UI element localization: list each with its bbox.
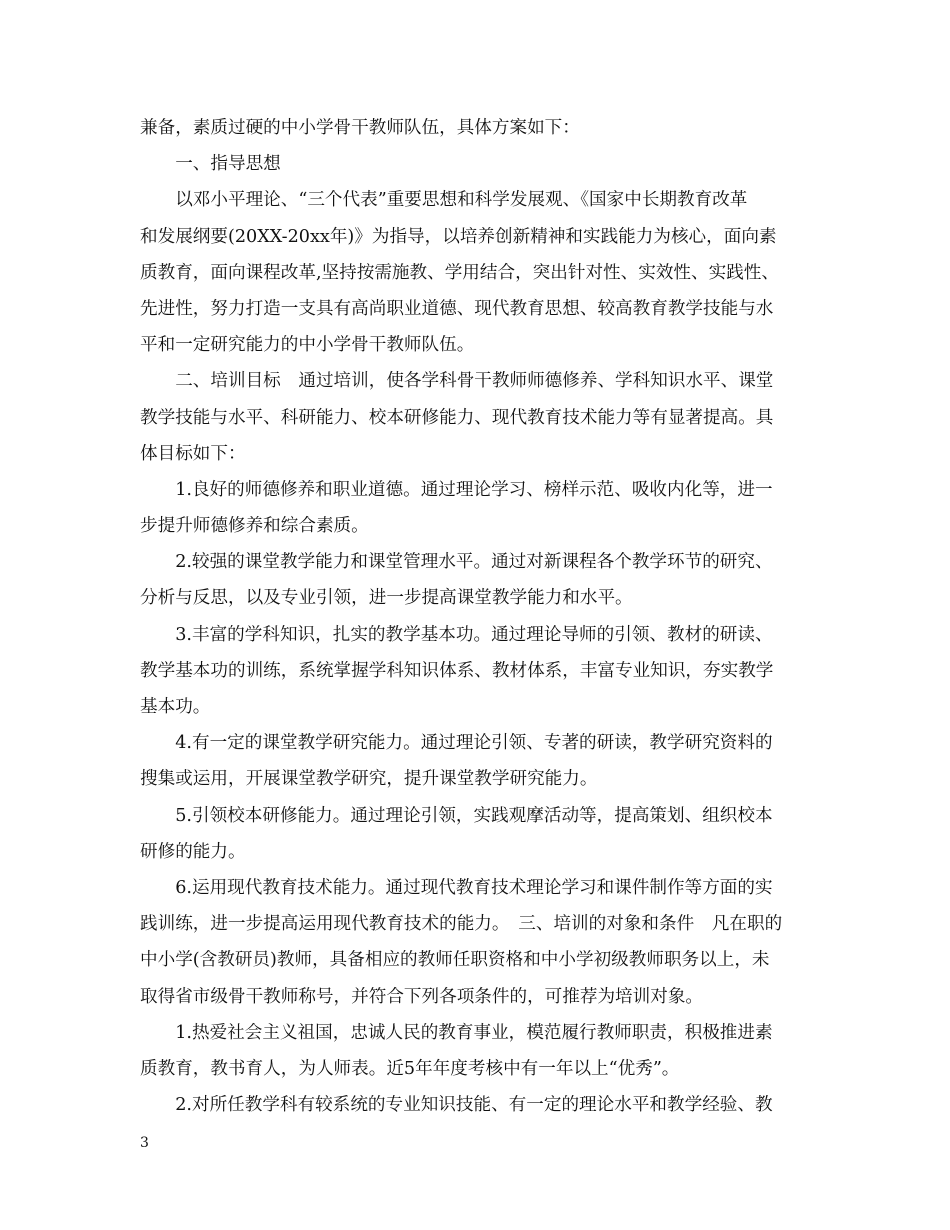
text-line: 2.对所任教学科有较系统的专业知识技能、有一定的理论水平和教学经验、教	[140, 1095, 773, 1116]
text-line: 和发展纲要(20XX-20xx年)》为指导，以培养创新精神和实践能力为核心，面向素	[140, 226, 777, 247]
text-line: 3.丰富的学科知识，扎实的教学基本功。通过理论导师的引领、教材的研读、	[140, 624, 773, 645]
text-line: 5.引领校本研修能力。通过理论引领，实践观摩活动等，提高策划、组织校本	[140, 805, 773, 826]
text-line: 中小学(含教研员)教师，具备相应的教师任职资格和中小学初级教师职务以上，未	[140, 950, 770, 971]
text-line: 研修的能力。	[140, 841, 246, 862]
text-line: 搜集或运用，开展课堂教学研究，提升课堂教学研究能力。	[140, 769, 598, 790]
text-line: 教学技能与水平、科研能力、校本研修能力、现代教育技术能力等有显著提高。具	[140, 407, 774, 428]
text-line: 以邓小平理论、“三个代表”重要思想和科学发展观、《国家中长期教育改革	[140, 190, 748, 211]
text-line: 体目标如下：	[140, 443, 246, 464]
text-line: 步提升师德修养和综合素质。	[140, 516, 369, 537]
page-number: 3	[140, 1135, 149, 1151]
text-line: 二、培训目标 通过培训，使各学科骨干教师师德修养、学科知识水平、课堂	[140, 371, 774, 392]
text-line: 质教育，面向课程改革,坚持按需施教、学用结合，突出针对性、实效性、实践性、	[140, 262, 779, 283]
text-line: 分析与反思，以及专业引领，进一步提高课堂教学能力和水平。	[140, 588, 633, 609]
text-line: 取得省市级骨干教师称号，并符合下列各项条件的，可推荐为培训对象。	[140, 986, 704, 1007]
text-line: 教学基本功的训练，系统掌握学科知识体系、教材体系，丰富专业知识，夯实教学	[140, 660, 774, 681]
body-text	[140, 110, 820, 1123]
text-line: 质教育，教书育人，为人师表。近5年年度考核中有一年以上“优秀”。	[140, 1058, 680, 1079]
text-line: 6.运用现代教育技术能力。通过现代教育技术理论学习和课件制作等方面的实	[140, 877, 773, 898]
text-line: 践训练，进一步提高运用现代教育技术的能力。 三、培训的对象和条件 凡在职的	[140, 914, 783, 935]
section-heading: 一、指导思想	[140, 154, 281, 175]
text-line: 基本功。	[140, 697, 211, 717]
text-line: 2.较强的课堂教学能力和课堂管理水平。通过对新课程各个教学环节的研究、	[140, 552, 773, 573]
text-line: 1.热爱社会主义祖国，忠诚人民的教育事业，模范履行教师职责，积极推进素	[140, 1022, 773, 1043]
text-line: 兼备，素质过硬的中小学骨干教师队伍，具体方案如下：	[140, 118, 580, 138]
text-line: 先进性，努力打造一支具有高尚职业道德、现代教育思想、较高教育教学技能与水	[140, 298, 774, 319]
text-line: 4.有一定的课堂教学研究能力。通过理论引领、专著的研读，教学研究资料的	[140, 733, 773, 754]
text-line: 1.良好的师德修养和职业道德。通过理论学习、榜样示范、吸收内化等，进一	[140, 479, 773, 500]
text-line: 平和一定研究能力的中小学骨干教师队伍。	[140, 335, 475, 356]
